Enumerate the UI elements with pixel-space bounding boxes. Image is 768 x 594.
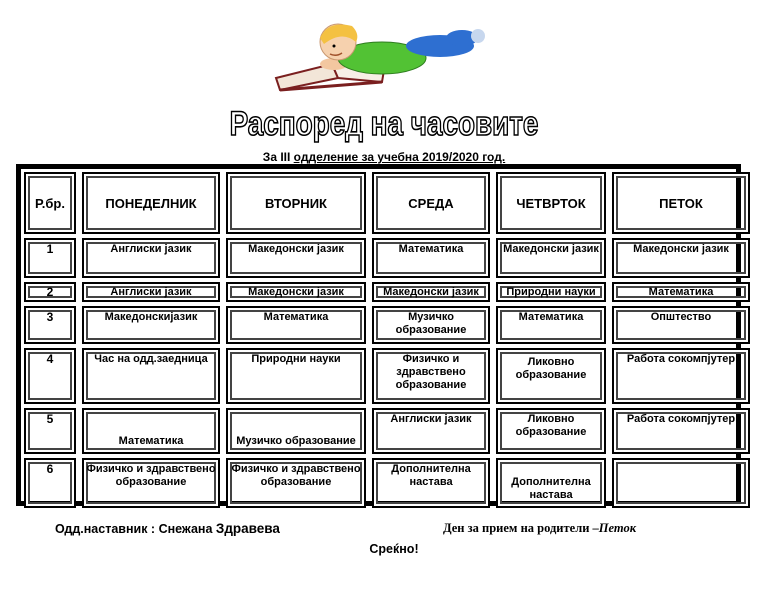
row-4-thursday: Ликовно образование bbox=[496, 348, 606, 404]
row-3-friday: Општество bbox=[612, 306, 750, 344]
row-6-tuesday: Физичко и здравствено образование bbox=[226, 458, 366, 508]
row-2-monday: Англиски јазик bbox=[82, 282, 220, 302]
teacher-label: Одд.наставник : Снежана bbox=[55, 522, 216, 536]
header-number: Р.бр. bbox=[24, 172, 76, 234]
row-1-tuesday: Македонски јазик bbox=[226, 238, 366, 278]
class-teacher bbox=[55, 521, 280, 536]
row-5-monday: Математика bbox=[82, 408, 220, 454]
row-2-friday: Математика bbox=[612, 282, 750, 302]
parents-label: Ден за прием на родители – bbox=[443, 521, 599, 535]
row-4-tuesday: Природни науки bbox=[226, 348, 366, 404]
row-1-friday: Македонски јазик bbox=[612, 238, 750, 278]
row-4-friday: Работа сокомпјутер bbox=[612, 348, 750, 404]
page-title: Распоред на часовите bbox=[229, 105, 539, 143]
row-5-friday: Работа сокомпјутер bbox=[612, 408, 750, 454]
row-5-number: 5 bbox=[24, 408, 76, 454]
page-subtitle bbox=[0, 150, 768, 164]
parents-day bbox=[443, 521, 636, 536]
row-1-monday: Англиски јазик bbox=[82, 238, 220, 278]
row-4-number: 4 bbox=[24, 348, 76, 404]
reading-child-illustration bbox=[272, 20, 492, 92]
row-5-thursday: Ликовно образование bbox=[496, 408, 606, 454]
row-3-monday: Македонскијазик bbox=[82, 306, 220, 344]
subtitle-underlined: одделение за учебна 2019/2020 год. bbox=[293, 150, 506, 164]
subtitle-prefix: За III bbox=[262, 150, 294, 164]
row-5-wednesday: Англиски јазик bbox=[372, 408, 490, 454]
row-1-number: 1 bbox=[24, 238, 76, 278]
row-6-monday: Физичко и здравствено образование bbox=[82, 458, 220, 508]
row-1-wednesday: Математика bbox=[372, 238, 490, 278]
row-2-wednesday: Македонски јазик bbox=[372, 282, 490, 302]
row-3-number: 3 bbox=[24, 306, 76, 344]
row-2-thursday: Природни науки bbox=[496, 282, 606, 302]
row-6-friday bbox=[612, 458, 750, 508]
closing-wish: Среќно! bbox=[369, 542, 419, 556]
header-monday: ПОНЕДЕЛНИК bbox=[82, 172, 220, 234]
header-friday: ПЕТОК bbox=[612, 172, 750, 234]
header-wednesday: СРЕДА bbox=[372, 172, 490, 234]
row-6-thursday: Дополнителна настава bbox=[496, 458, 606, 508]
parents-day-value: Петок bbox=[598, 521, 637, 535]
row-2-number: 2 bbox=[24, 282, 76, 302]
row-6-wednesday: Дополнителна настава bbox=[372, 458, 490, 508]
row-4-monday: Час на одд.заедница bbox=[82, 348, 220, 404]
row-2-tuesday: Македонски јазик bbox=[226, 282, 366, 302]
header-thursday: ЧЕТВРТОК bbox=[496, 172, 606, 234]
row-6-number: 6 bbox=[24, 458, 76, 508]
schedule-grid bbox=[24, 172, 736, 501]
row-5-tuesday: Музичко образование bbox=[226, 408, 366, 454]
row-1-thursday: Македонски јазик bbox=[496, 238, 606, 278]
header-tuesday: ВТОРНИК bbox=[226, 172, 366, 234]
row-3-tuesday: Математика bbox=[226, 306, 366, 344]
row-3-thursday: Математика bbox=[496, 306, 606, 344]
schedule-table bbox=[16, 164, 741, 506]
row-3-wednesday: Музичко образование bbox=[372, 306, 490, 344]
row-4-wednesday: Физичко и здравствено образование bbox=[372, 348, 490, 404]
teacher-surname: Здравева bbox=[215, 521, 280, 536]
